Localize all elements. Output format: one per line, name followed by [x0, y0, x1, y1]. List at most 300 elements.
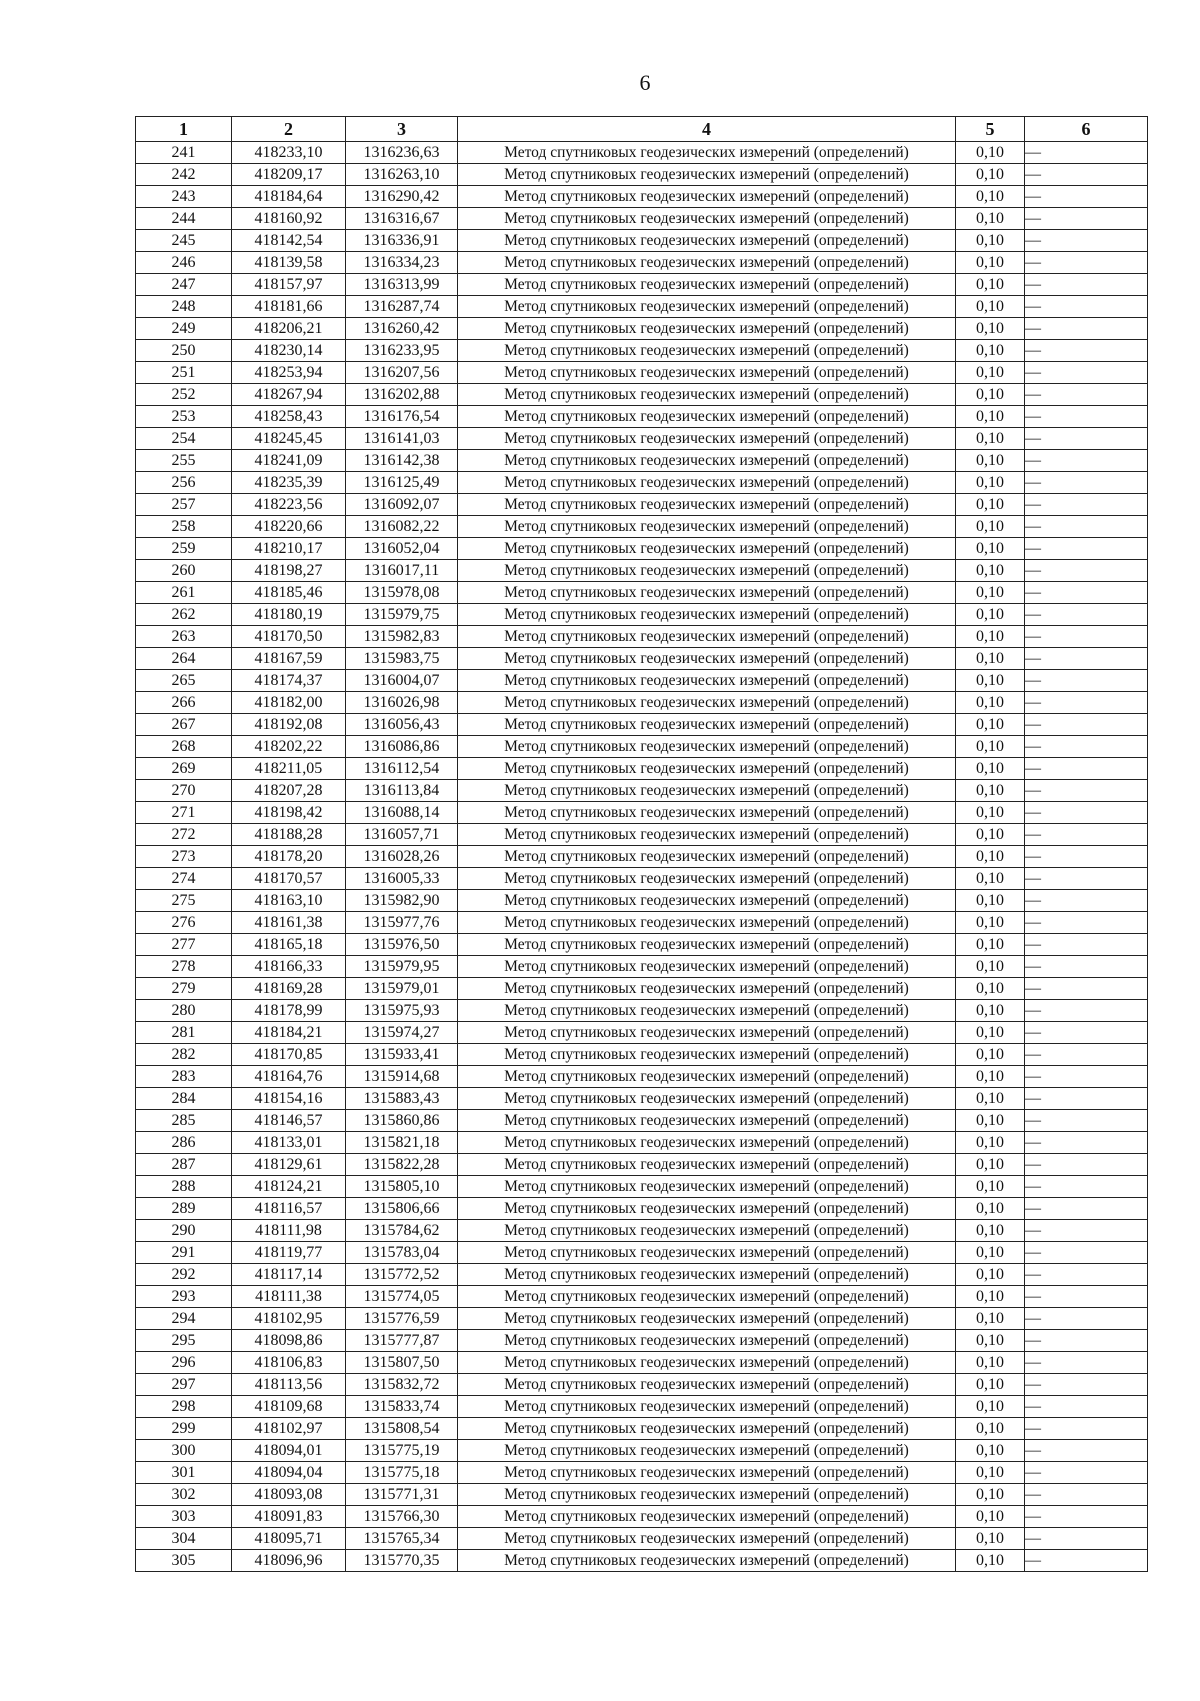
table-row [136, 1088, 1148, 1110]
cell-coord-x: 418192,08 [232, 714, 346, 736]
cell-point-number: 244 [136, 208, 232, 230]
cell-description: — [1025, 1484, 1148, 1506]
cell-description: — [1025, 670, 1148, 692]
cell-method: Метод спутниковых геодезических измерений (определений) [458, 868, 956, 890]
cell-accuracy: 0,10 [956, 890, 1025, 912]
cell-accuracy: 0,10 [956, 1220, 1025, 1242]
cell-coord-x: 418165,18 [232, 934, 346, 956]
cell-point-number: 289 [136, 1198, 232, 1220]
cell-point-number: 276 [136, 912, 232, 934]
cell-method: Метод спутниковых геодезических измерений (определений) [458, 582, 956, 604]
cell-coord-x: 418169,28 [232, 978, 346, 1000]
cell-description: — [1025, 780, 1148, 802]
table-row [136, 824, 1148, 846]
cell-coord-x: 418174,37 [232, 670, 346, 692]
table-row [136, 1396, 1148, 1418]
cell-point-number: 266 [136, 692, 232, 714]
cell-method: Метод спутниковых геодезических измерений (определений) [458, 538, 956, 560]
table-row [136, 186, 1148, 208]
table-row [136, 1022, 1148, 1044]
cell-coord-x: 418111,98 [232, 1220, 346, 1242]
cell-coord-y: 1316125,49 [346, 472, 458, 494]
cell-accuracy: 0,10 [956, 1330, 1025, 1352]
cell-coord-x: 418146,57 [232, 1110, 346, 1132]
cell-coord-y: 1315766,30 [346, 1506, 458, 1528]
cell-accuracy: 0,10 [956, 956, 1025, 978]
cell-method: Метод спутниковых геодезических измерений (определений) [458, 1176, 956, 1198]
cell-accuracy: 0,10 [956, 1000, 1025, 1022]
table-row [136, 340, 1148, 362]
table-row [136, 274, 1148, 296]
cell-method: Метод спутниковых геодезических измерений (определений) [458, 1022, 956, 1044]
cell-description: — [1025, 384, 1148, 406]
cell-description: — [1025, 450, 1148, 472]
cell-coord-y: 1316336,91 [346, 230, 458, 252]
cell-method: Метод спутниковых геодезических измерений (определений) [458, 1462, 956, 1484]
cell-coord-y: 1315765,34 [346, 1528, 458, 1550]
cell-coord-y: 1316086,86 [346, 736, 458, 758]
cell-method: Метод спутниковых геодезических измерений (определений) [458, 626, 956, 648]
cell-description: — [1025, 1352, 1148, 1374]
cell-point-number: 288 [136, 1176, 232, 1198]
cell-coord-x: 418184,64 [232, 186, 346, 208]
cell-point-number: 249 [136, 318, 232, 340]
cell-method: Метод спутниковых геодезических измерений (определений) [458, 912, 956, 934]
cell-point-number: 284 [136, 1088, 232, 1110]
cell-description: — [1025, 978, 1148, 1000]
cell-coord-x: 418095,71 [232, 1528, 346, 1550]
cell-coord-x: 418207,28 [232, 780, 346, 802]
cell-method: Метод спутниковых геодезических измерений (определений) [458, 692, 956, 714]
cell-method: Метод спутниковых геодезических измерений (определений) [458, 736, 956, 758]
cell-method: Метод спутниковых геодезических измерений (определений) [458, 1110, 956, 1132]
cell-method: Метод спутниковых геодезических измерений (определений) [458, 890, 956, 912]
table-row [136, 692, 1148, 714]
table-row [136, 868, 1148, 890]
cell-point-number: 267 [136, 714, 232, 736]
cell-coord-x: 418170,50 [232, 626, 346, 648]
cell-point-number: 290 [136, 1220, 232, 1242]
cell-method: Метод спутниковых геодезических измерений (определений) [458, 1506, 956, 1528]
table-row [136, 384, 1148, 406]
cell-coord-x: 418106,83 [232, 1352, 346, 1374]
cell-description: — [1025, 846, 1148, 868]
cell-coord-x: 418102,95 [232, 1308, 346, 1330]
cell-coord-y: 1315784,62 [346, 1220, 458, 1242]
cell-accuracy: 0,10 [956, 142, 1025, 164]
cell-description: — [1025, 1308, 1148, 1330]
cell-description: — [1025, 428, 1148, 450]
cell-accuracy: 0,10 [956, 516, 1025, 538]
cell-method: Метод спутниковых геодезических измерений (определений) [458, 296, 956, 318]
table-row [136, 582, 1148, 604]
cell-coord-x: 418182,00 [232, 692, 346, 714]
table-row [136, 516, 1148, 538]
table-row [136, 1000, 1148, 1022]
cell-coord-x: 418209,17 [232, 164, 346, 186]
cell-coord-x: 418116,57 [232, 1198, 346, 1220]
table-row [136, 802, 1148, 824]
cell-method: Метод спутниковых геодезических измерений (определений) [458, 1044, 956, 1066]
table-row [136, 230, 1148, 252]
table-row [136, 670, 1148, 692]
cell-accuracy: 0,10 [956, 1242, 1025, 1264]
cell-coord-x: 418223,56 [232, 494, 346, 516]
cell-coord-x: 418102,97 [232, 1418, 346, 1440]
table-row [136, 538, 1148, 560]
cell-coord-x: 418235,39 [232, 472, 346, 494]
cell-description: — [1025, 1374, 1148, 1396]
table-body [136, 142, 1148, 1572]
cell-method: Метод спутниковых геодезических измерений (определений) [458, 164, 956, 186]
cell-coord-y: 1316057,71 [346, 824, 458, 846]
cell-coord-y: 1315883,43 [346, 1088, 458, 1110]
table-row [136, 626, 1148, 648]
cell-method: Метод спутниковых геодезических измерений (определений) [458, 1088, 956, 1110]
cell-description: — [1025, 142, 1148, 164]
cell-point-number: 255 [136, 450, 232, 472]
cell-description: — [1025, 1550, 1148, 1572]
cell-description: — [1025, 1132, 1148, 1154]
cell-accuracy: 0,10 [956, 472, 1025, 494]
cell-method: Метод спутниковых геодезических измерений (определений) [458, 1308, 956, 1330]
table-row [136, 912, 1148, 934]
cell-point-number: 295 [136, 1330, 232, 1352]
cell-coord-y: 1316082,22 [346, 516, 458, 538]
cell-method: Метод спутниковых геодезических измерений (определений) [458, 758, 956, 780]
table-row [136, 1352, 1148, 1374]
table-row [136, 648, 1148, 670]
cell-coord-x: 418109,68 [232, 1396, 346, 1418]
cell-method: Метод спутниковых геодезических измерений (определений) [458, 340, 956, 362]
cell-accuracy: 0,10 [956, 648, 1025, 670]
cell-coord-y: 1315977,76 [346, 912, 458, 934]
cell-accuracy: 0,10 [956, 362, 1025, 384]
cell-coord-y: 1316017,11 [346, 560, 458, 582]
table-row [136, 1264, 1148, 1286]
cell-coord-y: 1316316,67 [346, 208, 458, 230]
cell-coord-y: 1316176,54 [346, 406, 458, 428]
table-row [136, 450, 1148, 472]
cell-coord-y: 1315982,90 [346, 890, 458, 912]
cell-description: — [1025, 956, 1148, 978]
cell-accuracy: 0,10 [956, 296, 1025, 318]
table-row [136, 758, 1148, 780]
cell-description: — [1025, 1066, 1148, 1088]
cell-accuracy: 0,10 [956, 714, 1025, 736]
cell-point-number: 271 [136, 802, 232, 824]
cell-accuracy: 0,10 [956, 934, 1025, 956]
cell-point-number: 293 [136, 1286, 232, 1308]
cell-point-number: 296 [136, 1352, 232, 1374]
cell-point-number: 300 [136, 1440, 232, 1462]
cell-accuracy: 0,10 [956, 340, 1025, 362]
cell-point-number: 297 [136, 1374, 232, 1396]
cell-coord-x: 418154,16 [232, 1088, 346, 1110]
cell-description: — [1025, 1330, 1148, 1352]
cell-point-number: 246 [136, 252, 232, 274]
cell-coord-x: 418178,20 [232, 846, 346, 868]
cell-point-number: 301 [136, 1462, 232, 1484]
table-row [136, 252, 1148, 274]
cell-method: Метод спутниковых геодезических измерений (определений) [458, 978, 956, 1000]
cell-method: Метод спутниковых геодезических измерений (определений) [458, 230, 956, 252]
cell-coord-y: 1316026,98 [346, 692, 458, 714]
cell-method: Метод спутниковых геодезических измерений (определений) [458, 1198, 956, 1220]
cell-method: Метод спутниковых геодезических измерений (определений) [458, 274, 956, 296]
cell-coord-y: 1316052,04 [346, 538, 458, 560]
table-row [136, 1242, 1148, 1264]
cell-coord-x: 418181,66 [232, 296, 346, 318]
table-row [136, 428, 1148, 450]
cell-coord-x: 418198,27 [232, 560, 346, 582]
cell-point-number: 273 [136, 846, 232, 868]
cell-coord-y: 1316142,38 [346, 450, 458, 472]
cell-coord-x: 418098,86 [232, 1330, 346, 1352]
cell-description: — [1025, 1000, 1148, 1022]
cell-coord-x: 418233,10 [232, 142, 346, 164]
cell-point-number: 278 [136, 956, 232, 978]
table-row [136, 318, 1148, 340]
cell-point-number: 285 [136, 1110, 232, 1132]
cell-accuracy: 0,10 [956, 1154, 1025, 1176]
cell-accuracy: 0,10 [956, 1440, 1025, 1462]
cell-description: — [1025, 758, 1148, 780]
cell-point-number: 283 [136, 1066, 232, 1088]
cell-method: Метод спутниковых геодезических измерений (определений) [458, 1330, 956, 1352]
cell-description: — [1025, 494, 1148, 516]
table-row [136, 560, 1148, 582]
cell-coord-y: 1315821,18 [346, 1132, 458, 1154]
cell-method: Метод спутниковых геодезических измерений (определений) [458, 934, 956, 956]
cell-description: — [1025, 538, 1148, 560]
cell-method: Метод спутниковых геодезических измерений (определений) [458, 428, 956, 450]
cell-coord-x: 418198,42 [232, 802, 346, 824]
cell-method: Метод спутниковых геодезических измерений (определений) [458, 824, 956, 846]
cell-method: Метод спутниковых геодезических измерений (определений) [458, 1286, 956, 1308]
cell-accuracy: 0,10 [956, 1088, 1025, 1110]
cell-description: — [1025, 186, 1148, 208]
cell-coord-x: 418160,92 [232, 208, 346, 230]
cell-method: Метод спутниковых геодезических измерений (определений) [458, 384, 956, 406]
cell-coord-y: 1316334,23 [346, 252, 458, 274]
cell-description: — [1025, 1528, 1148, 1550]
cell-coord-x: 418167,59 [232, 648, 346, 670]
cell-coord-y: 1316141,03 [346, 428, 458, 450]
cell-point-number: 251 [136, 362, 232, 384]
cell-coord-y: 1315807,50 [346, 1352, 458, 1374]
cell-accuracy: 0,10 [956, 780, 1025, 802]
table-row [136, 846, 1148, 868]
cell-point-number: 272 [136, 824, 232, 846]
cell-coord-y: 1316260,42 [346, 318, 458, 340]
cell-point-number: 254 [136, 428, 232, 450]
cell-description: — [1025, 1506, 1148, 1528]
cell-point-number: 256 [136, 472, 232, 494]
cell-accuracy: 0,10 [956, 1110, 1025, 1132]
cell-coord-y: 1316290,42 [346, 186, 458, 208]
cell-method: Метод спутниковых геодезических измерений (определений) [458, 648, 956, 670]
cell-accuracy: 0,10 [956, 428, 1025, 450]
cell-method: Метод спутниковых геодезических измерений (определений) [458, 494, 956, 516]
table-row [136, 494, 1148, 516]
cell-description: — [1025, 1286, 1148, 1308]
cell-coord-y: 1315975,93 [346, 1000, 458, 1022]
cell-description: — [1025, 912, 1148, 934]
cell-coord-x: 418161,38 [232, 912, 346, 934]
table-row [136, 296, 1148, 318]
cell-coord-x: 418091,83 [232, 1506, 346, 1528]
cell-coord-y: 1316236,63 [346, 142, 458, 164]
cell-point-number: 303 [136, 1506, 232, 1528]
cell-description: — [1025, 516, 1148, 538]
table-row [136, 1198, 1148, 1220]
cell-coord-x: 418180,19 [232, 604, 346, 626]
cell-coord-y: 1315770,35 [346, 1550, 458, 1572]
cell-coord-x: 418188,28 [232, 824, 346, 846]
cell-coord-x: 418170,57 [232, 868, 346, 890]
cell-coord-x: 418113,56 [232, 1374, 346, 1396]
cell-accuracy: 0,10 [956, 1484, 1025, 1506]
cell-point-number: 243 [136, 186, 232, 208]
cell-coord-x: 418096,96 [232, 1550, 346, 1572]
cell-coord-x: 418185,46 [232, 582, 346, 604]
cell-coord-y: 1316287,74 [346, 296, 458, 318]
cell-method: Метод спутниковых геодезических измерений (определений) [458, 714, 956, 736]
cell-coord-x: 418245,45 [232, 428, 346, 450]
cell-description: — [1025, 1198, 1148, 1220]
table-row [136, 1044, 1148, 1066]
cell-description: — [1025, 1462, 1148, 1484]
table-row [136, 472, 1148, 494]
cell-method: Метод спутниковых геодезических измерений (определений) [458, 1484, 956, 1506]
cell-coord-x: 418210,17 [232, 538, 346, 560]
cell-method: Метод спутниковых геодезических измерений (определений) [458, 1352, 956, 1374]
cell-description: — [1025, 252, 1148, 274]
cell-coord-y: 1316056,43 [346, 714, 458, 736]
cell-coord-x: 418142,54 [232, 230, 346, 252]
cell-point-number: 242 [136, 164, 232, 186]
cell-method: Метод спутниковых геодезических измерений (определений) [458, 362, 956, 384]
cell-point-number: 275 [136, 890, 232, 912]
cell-point-number: 264 [136, 648, 232, 670]
cell-coord-y: 1315774,05 [346, 1286, 458, 1308]
cell-description: — [1025, 934, 1148, 956]
cell-coord-x: 418230,14 [232, 340, 346, 362]
header-col-6: 6 [1025, 117, 1148, 142]
cell-accuracy: 0,10 [956, 1550, 1025, 1572]
cell-coord-x: 418124,21 [232, 1176, 346, 1198]
cell-description: — [1025, 1088, 1148, 1110]
table-row [136, 978, 1148, 1000]
table-row [136, 1506, 1148, 1528]
cell-description: — [1025, 406, 1148, 428]
table-row [136, 934, 1148, 956]
table-row [136, 1550, 1148, 1572]
cell-method: Метод спутниковых геодезических измерений (определений) [458, 956, 956, 978]
table-row [136, 1308, 1148, 1330]
cell-coord-y: 1315978,08 [346, 582, 458, 604]
cell-coord-y: 1316088,14 [346, 802, 458, 824]
cell-accuracy: 0,10 [956, 1066, 1025, 1088]
cell-coord-y: 1315777,87 [346, 1330, 458, 1352]
cell-accuracy: 0,10 [956, 736, 1025, 758]
cell-description: — [1025, 1110, 1148, 1132]
cell-accuracy: 0,10 [956, 604, 1025, 626]
cell-accuracy: 0,10 [956, 1132, 1025, 1154]
cell-description: — [1025, 648, 1148, 670]
cell-description: — [1025, 1264, 1148, 1286]
cell-coord-x: 418253,94 [232, 362, 346, 384]
cell-point-number: 298 [136, 1396, 232, 1418]
cell-accuracy: 0,10 [956, 802, 1025, 824]
cell-method: Метод спутниковых геодезических измерений (определений) [458, 604, 956, 626]
table-row [136, 1528, 1148, 1550]
cell-coord-x: 418119,77 [232, 1242, 346, 1264]
cell-coord-x: 418178,99 [232, 1000, 346, 1022]
cell-method: Метод спутниковых геодезических измерений (определений) [458, 1374, 956, 1396]
cell-point-number: 294 [136, 1308, 232, 1330]
cell-method: Метод спутниковых геодезических измерений (определений) [458, 252, 956, 274]
cell-point-number: 241 [136, 142, 232, 164]
table-row [136, 956, 1148, 978]
cell-coord-y: 1316313,99 [346, 274, 458, 296]
cell-accuracy: 0,10 [956, 1264, 1025, 1286]
cell-coord-y: 1315983,75 [346, 648, 458, 670]
page-number: 6 [639, 70, 651, 95]
cell-coord-y: 1316112,54 [346, 758, 458, 780]
cell-point-number: 277 [136, 934, 232, 956]
cell-accuracy: 0,10 [956, 626, 1025, 648]
cell-description: — [1025, 1154, 1148, 1176]
cell-point-number: 302 [136, 1484, 232, 1506]
cell-coord-x: 418164,76 [232, 1066, 346, 1088]
table-row [136, 1462, 1148, 1484]
cell-coord-x: 418139,58 [232, 252, 346, 274]
cell-point-number: 245 [136, 230, 232, 252]
cell-accuracy: 0,10 [956, 1374, 1025, 1396]
cell-coord-x: 418220,66 [232, 516, 346, 538]
cell-coord-x: 418170,85 [232, 1044, 346, 1066]
cell-method: Метод спутниковых геодезических измерений (определений) [458, 1000, 956, 1022]
cell-coord-y: 1316263,10 [346, 164, 458, 186]
cell-description: — [1025, 318, 1148, 340]
table-row [136, 1220, 1148, 1242]
cell-method: Метод спутниковых геодезических измерений (определений) [458, 1242, 956, 1264]
cell-point-number: 291 [136, 1242, 232, 1264]
cell-description: — [1025, 714, 1148, 736]
cell-accuracy: 0,10 [956, 384, 1025, 406]
cell-description: — [1025, 604, 1148, 626]
cell-accuracy: 0,10 [956, 824, 1025, 846]
cell-point-number: 281 [136, 1022, 232, 1044]
cell-description: — [1025, 472, 1148, 494]
header-col-2: 2 [232, 117, 346, 142]
cell-accuracy: 0,10 [956, 846, 1025, 868]
cell-coord-y: 1316202,88 [346, 384, 458, 406]
cell-method: Метод спутниковых геодезических измерений (определений) [458, 1066, 956, 1088]
cell-method: Метод спутниковых геодезических измерений (определений) [458, 472, 956, 494]
table-row [136, 164, 1148, 186]
cell-point-number: 253 [136, 406, 232, 428]
cell-accuracy: 0,10 [956, 1286, 1025, 1308]
table-row [136, 890, 1148, 912]
cell-coord-y: 1315832,72 [346, 1374, 458, 1396]
cell-coord-x: 418184,21 [232, 1022, 346, 1044]
cell-coord-y: 1315914,68 [346, 1066, 458, 1088]
cell-point-number: 304 [136, 1528, 232, 1550]
table-row [136, 1286, 1148, 1308]
